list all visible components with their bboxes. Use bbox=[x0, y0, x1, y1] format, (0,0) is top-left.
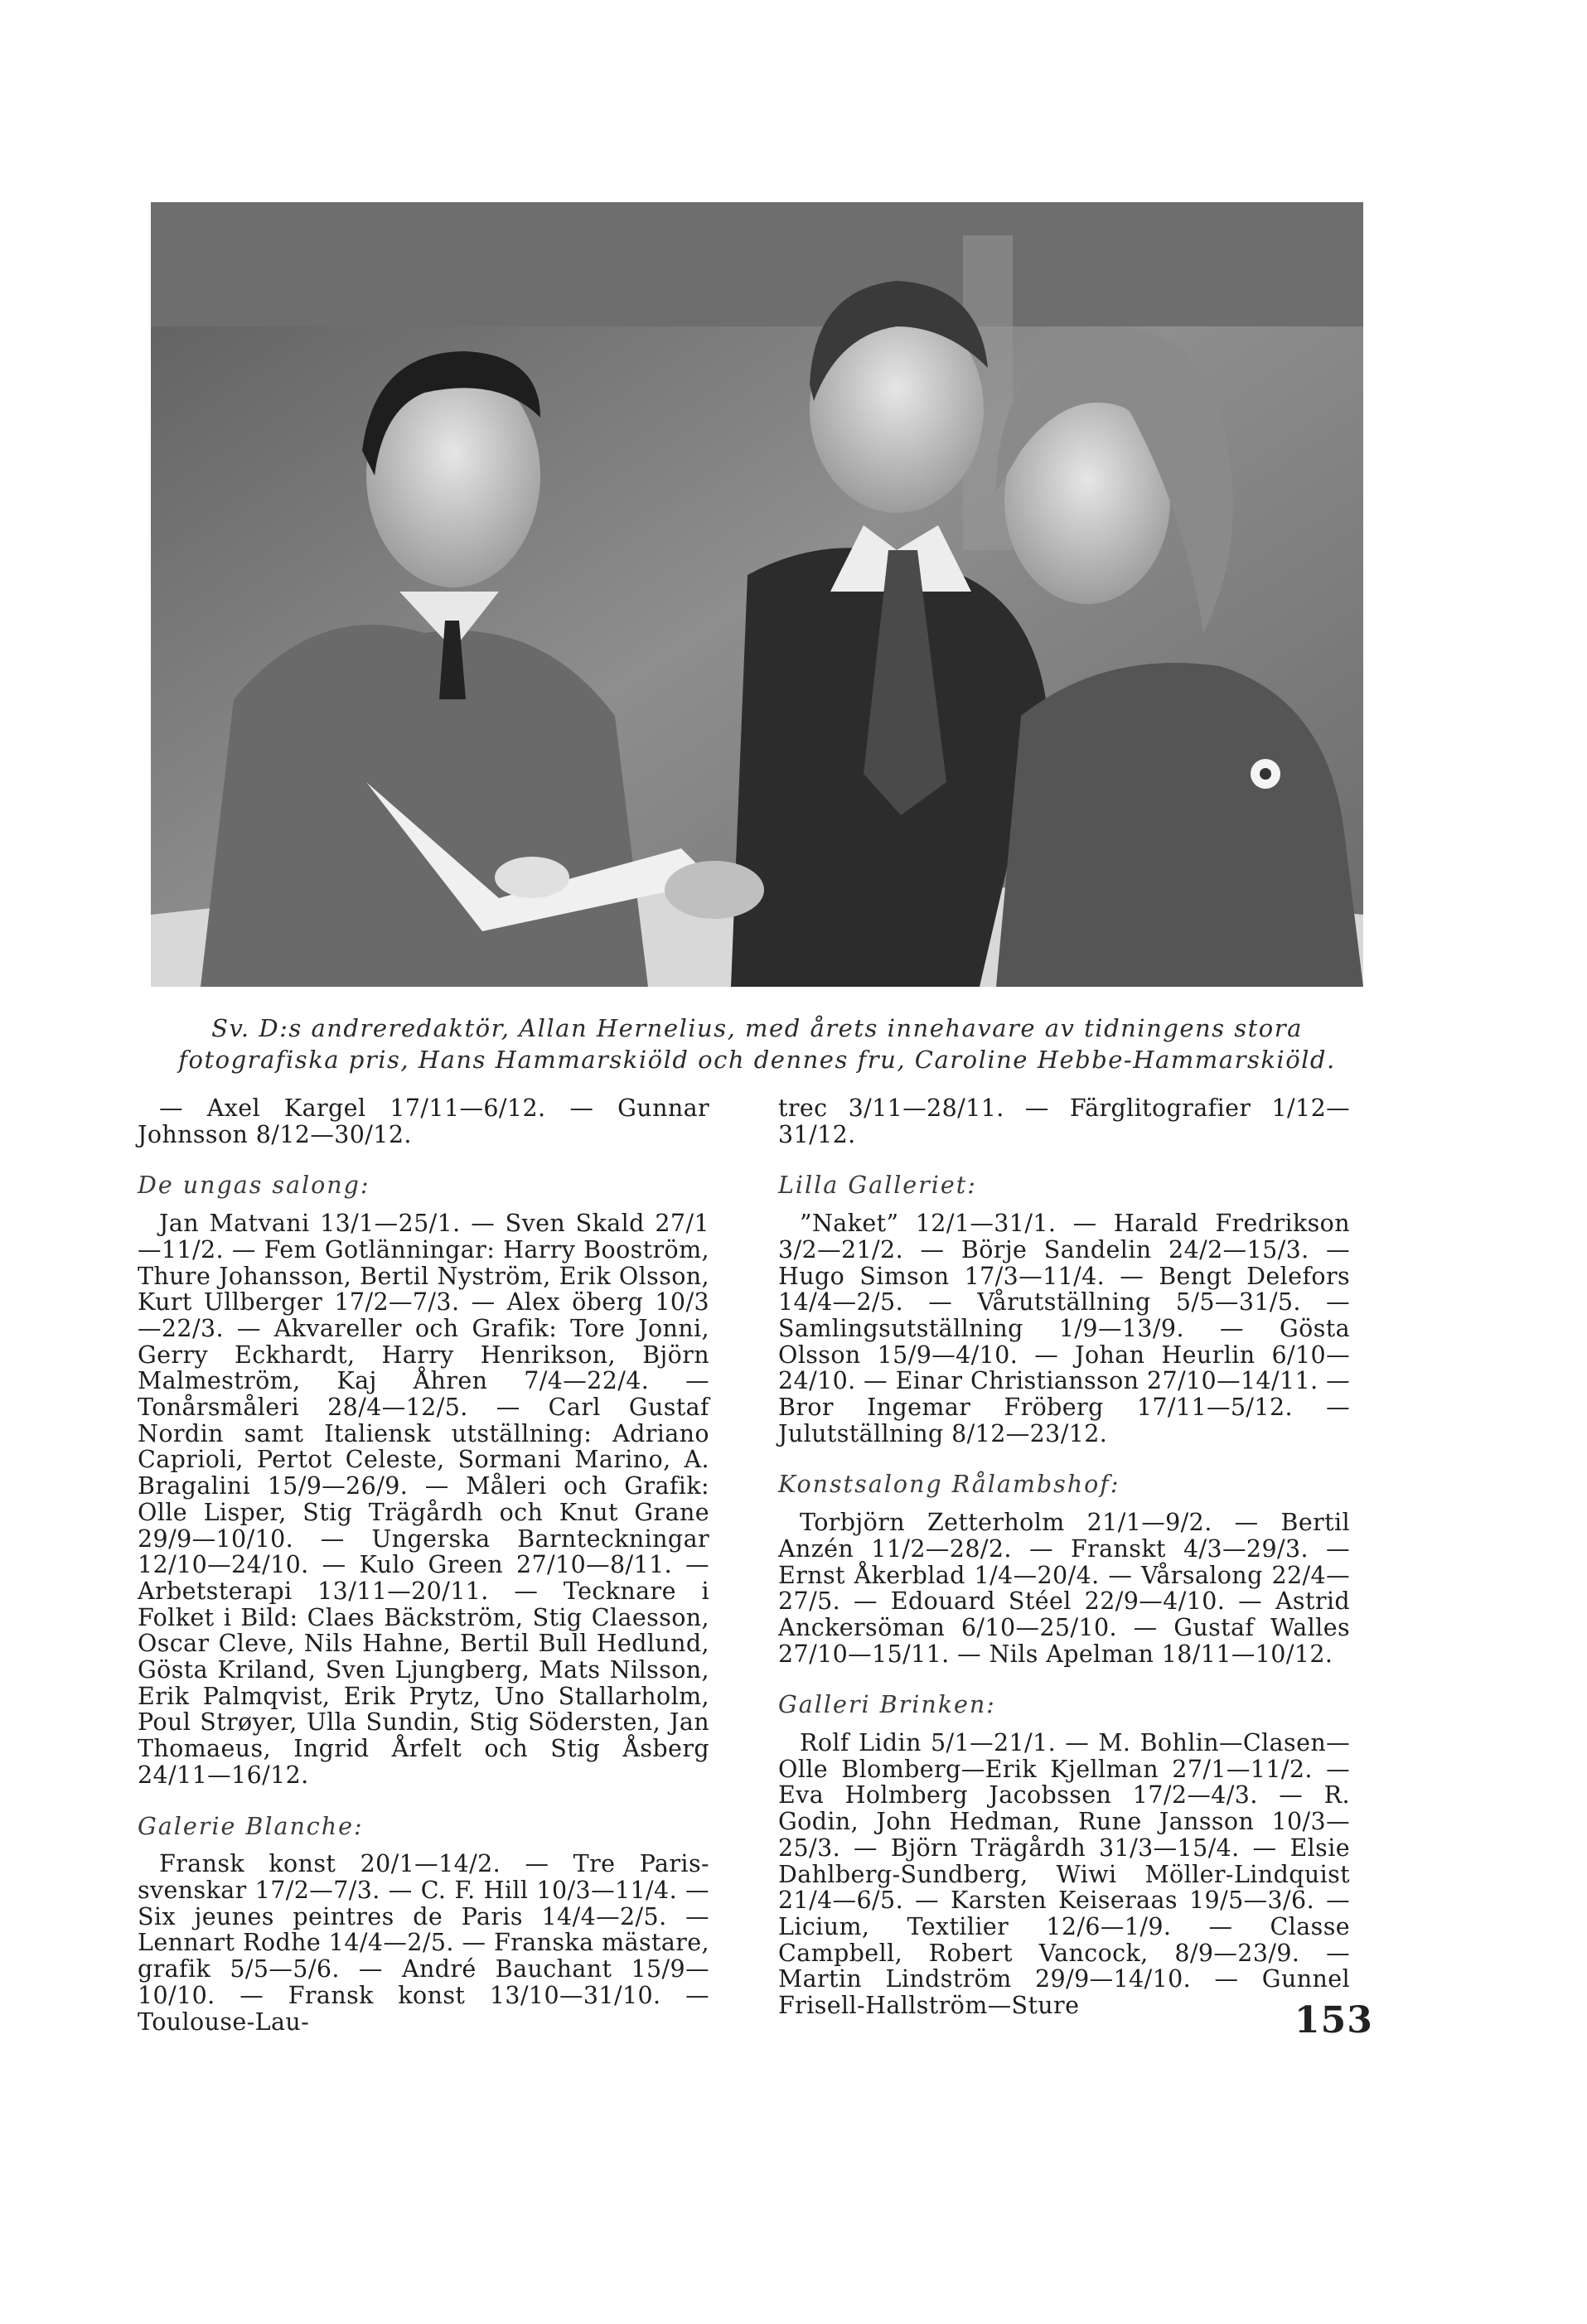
section-text: Jan Matvani 13/1—25/1. — Sven Skald 27/1—11/2. — Fem Gotlänningar: Harry Booström, Thure Johansson, Bertil Nyström, Erik Olsson, Kurt Ullberger 17/2—7/3. — Alex öberg 10/3—22/3. — Akvareller och Grafik: Tore Jonni, Gerry Eckhardt, Harry Henrikson, Björn Malmeström, Kaj Åhren 7/4—22/4. — Tonårsmåleri 28/4—12/5. — Carl Gustaf Nordin samt Italiensk utställning: Adriano Caprioli, Pertot Celeste, Sormani Marino, A. Bragalini 15/9—26/9. — Måleri och Grafik: Olle Lisper, Stig Trägårdh och Knut Grane 29/9—10/10. — Ungerska Barnteckningar 12/10—24/10. — Kulo Green 27/10—8/11. — Arbetsterapi 13/11—20/11. — Tecknare i Folket i Bild: Claes Bäckström, Stig Claesson, Oscar Cleve, Nils Hahne, Bertil Bull Hedlund, Gösta Kriland, Sven Ljungberg, Mats Nilsson, Erik Palmqvist, Erik Prytz, Uno Stallarholm, Poul Strøyer, Ulla Sundin, Stig Södersten, Jan Thomaeus, Ingrid Årfelt och Stig Åsberg 24/11—16/12. bbox=[138, 1210, 709, 1789]
photograph bbox=[151, 202, 1363, 987]
left-column bbox=[138, 1095, 709, 2035]
page-number: 153 bbox=[1294, 1999, 1373, 2041]
section-text: Torbjörn Zetterholm 21/1—9/2. — Bertil Anzén 11/2—28/2. — Franskt 4/3—29/3. — Ernst Åkerblad 1/4—20/4. — Vårsalong 22/4—27/5. — Edouard Stéel 22/9—4/10. — Astrid Anckersöman 6/10—25/10. — Gustaf Walles 27/10—15/11. — Nils Apelman 18/11—10/12. bbox=[778, 1509, 1350, 1668]
left-intro: — Axel Kargel 17/11—6/12. — Gunnar Johnsson 8/12—30/12. bbox=[138, 1094, 709, 1148]
section-heading: Galerie Blanche: bbox=[138, 1812, 364, 1840]
section-text: ”Naket” 12/1—31/1. — Harald Fredrikson 3/2—21/2. — Börje Sandelin 24/2—15/3. — Hugo Simson 17/3—11/4. — Bengt Delefors 14/4—2/5. — Vårutställning 5/5—31/5. — Samlingsutställning 1/9—13/9. — Gösta Olsson 15/9—4/10. — Johan Heurlin 6/10—24/10. — Einar Christiansson 27/10—14/11. — Bror Ingemar Fröberg 17/11—5/12. — Julutställning 8/12—23/12. bbox=[778, 1210, 1350, 1447]
right-intro: trec 3/11—28/11. — Färglitografier 1/12—31/12. bbox=[778, 1094, 1350, 1148]
section-heading: De ungas salong: bbox=[138, 1172, 370, 1200]
section-heading: Lilla Galleriet: bbox=[778, 1172, 977, 1200]
photo-caption: Sv. D:s andreredaktör, Allan Hernelius, med årets innehavare av tidningens stora fotografiska pris, Hans Hammarskiöld och dennes fru, Caroline Hebbe-Hammarskiöld. bbox=[178, 1014, 1336, 1074]
section-text: Rolf Lidin 5/1—21/1. — M. Bohlin—Clasen—Olle Blomberg—Erik Kjellman 27/1—11/2. — Eva Holmberg Jacobssen 17/2—4/3. — R. Godin, John Hedman, Rune Jansson 10/3—25/3. — Björn Trägårdh 31/3—15/4. — Elsie Dahlberg-Sundberg, Wiwi Möller-Lindquist 21/4—6/5. — Karsten Keiseraas 19/5—3/6. — Licium, Textilier 12/6—1/9. — Classe Campbell, Robert Vancock, 8/9—23/9. — Martin Lindström 29/9—14/10. — Gunnel Frisell-Hallström—Sture bbox=[778, 1729, 1350, 2020]
section-heading: Galleri Brinken: bbox=[778, 1691, 996, 1719]
right-column bbox=[778, 1095, 1350, 2019]
photograph-icon bbox=[151, 202, 1363, 987]
section-heading: Konstsalong Rålambshof: bbox=[778, 1471, 1120, 1499]
section-text: Fransk konst 20/1—14/2. — Tre Paris-svenskar 17/2—7/3. — C. F. Hill 10/3—11/4. — Six jeunes peintres de Paris 14/4—2/5. — Lennart Rodhe 14/4—2/5. — Franska mästare, grafik 5/5—5/6. — André Bauchant 15/9—10/10. — Fransk konst 13/10—31/10. — Toulouse-Lau- bbox=[138, 1850, 709, 2036]
